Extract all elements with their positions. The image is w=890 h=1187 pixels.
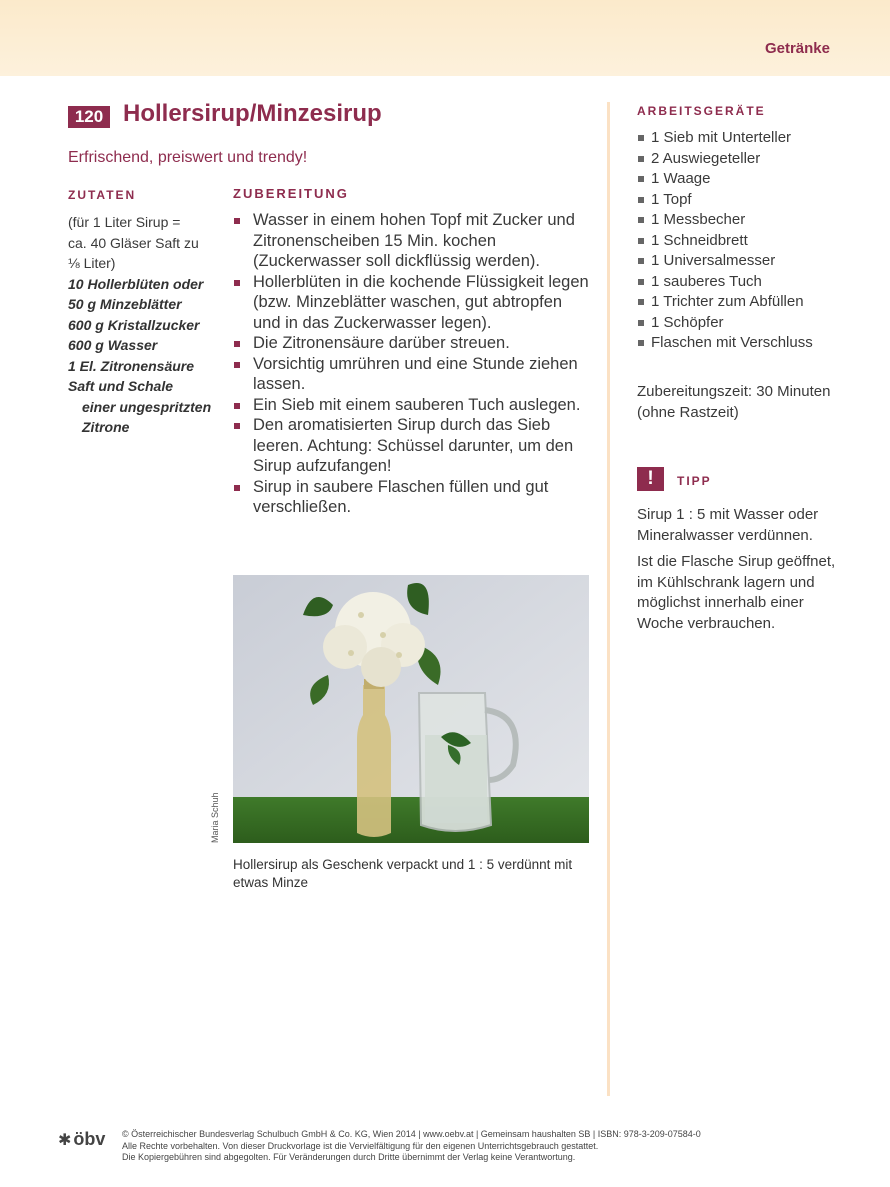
tool-item: 1 Messbecher [637, 210, 813, 231]
ingredients-note-line: (für 1 Liter Sirup = [68, 214, 181, 230]
preparation-step: Vorsichtig umrühren und eine Stunde ziehen lassen. [233, 354, 593, 395]
ingredient-item: 1 El. Zitronensäure [68, 357, 195, 374]
preparation-heading: ZUBEREITUNG [233, 186, 349, 201]
tool-item: 2 Auswiegeteller [637, 149, 813, 170]
asterisk-icon: ✱ [58, 1132, 72, 1149]
tool-item: 1 Waage [637, 169, 813, 190]
ingredients-heading: ZUTATEN [68, 188, 137, 202]
ingredient-item: 10 Hollerblüten oder [68, 275, 204, 292]
ingredients-note-line: ca. 40 Gläser Saft zu [68, 234, 199, 251]
preparation-step: Die Zitronensäure darüber streuen. [233, 333, 593, 354]
tool-item: 1 Schöpfer [637, 313, 813, 334]
syrup-photo-illustration [233, 575, 589, 843]
recipe-title: Hollersirup/Minzesirup [123, 100, 382, 127]
tool-item: 1 Topf [637, 190, 813, 211]
tipp-paragraph: Sirup 1 : 5 mit Wasser oder Mineralwasser verdünnen. [637, 506, 819, 544]
tipp-paragraph: Ist die Flasche Sirup geöffnet, im Kühlschrank lagern und möglichst innerhalb einer Woche verbrauchen. [637, 553, 836, 632]
tool-item: Flaschen mit Verschluss [637, 333, 813, 354]
tipp-heading: TIPP [677, 474, 712, 488]
tool-item: 1 Sieb mit Unterteller [637, 128, 813, 149]
ingredient-item: Saft und Schale [68, 378, 174, 394]
ingredients-list [68, 212, 228, 438]
publisher-logo [58, 1129, 105, 1150]
tools-heading: ARBEITSGERÄTE [637, 104, 766, 118]
column-divider [607, 102, 610, 1096]
copyright-line: © Österreichischer Bundesverlag Schulbuch GmbH & Co. KG, Wien 2014 | www.oebv.at | Gemeinsam haushalten SB | ISBN: 978-3-209-07584-0 [122, 1129, 701, 1139]
preparation-step: Hollerblüten in die kochende Flüssigkeit legen (bzw. Minzeblätter waschen, gut abtropfen und in das Zuckerwasser legen). [233, 272, 593, 334]
header-band [0, 0, 890, 76]
copyright-line: Die Kopiergebühren sind abgegolten. Für Veränderungen durch Dritte übernimmt der Verlag keine Verantwortung. [122, 1152, 576, 1162]
tipp-text [637, 505, 852, 640]
tool-item: 1 Trichter zum Abfüllen [637, 292, 813, 313]
preparation-step: Den aromatisierten Sirup durch das Sieb leeren. Achtung: Schüssel darunter, um den Sirup aufzufangen! [233, 415, 593, 477]
exclamation-icon: ! [637, 467, 664, 491]
ingredient-item: 50 g Minzeblätter [68, 296, 182, 312]
recipe-number-badge: 120 [68, 106, 110, 128]
section-label: Getränke [764, 40, 830, 57]
publisher-logo-text: öbv [73, 1129, 106, 1149]
photo-caption: Hollersirup als Geschenk verpackt und 1 : 5 verdünnt mit etwas Minze [233, 857, 573, 890]
preparation-step: Sirup in saubere Flaschen füllen und gut verschließen. [233, 477, 593, 518]
tool-item: 1 sauberes Tuch [637, 272, 813, 293]
preparation-steps [233, 210, 593, 518]
ingredient-item: 600 g Kristallzucker [68, 316, 200, 333]
copyright-notice [122, 1129, 802, 1164]
recipe-subtitle: Erfrischend, preiswert und trendy! [68, 149, 308, 166]
tool-item: 1 Universalmesser [637, 251, 813, 272]
ingredient-item-continued: Zitrone [82, 419, 130, 435]
tools-list [637, 128, 813, 354]
ingredient-item-continued: einer ungespritzten [82, 398, 212, 415]
ingredients-note-line: ⅛ Liter) [68, 255, 116, 271]
syrup-photo [233, 575, 589, 843]
tool-item: 1 Schneidbrett [637, 231, 813, 252]
copyright-line: Alle Rechte vorbehalten. Von dieser Druckvorlage ist die Vervielfältigung für den eigenen Unterrichtsgebrauch gestattet. [122, 1140, 599, 1151]
preparation-step: Ein Sieb mit einem sauberen Tuch auslegen. [233, 395, 593, 416]
ingredient-item: 600 g Wasser [68, 337, 158, 353]
prep-time: Zubereitungszeit: 30 Minuten (ohne Rastzeit) [637, 383, 831, 421]
preparation-step: Wasser in einem hohen Topf mit Zucker und Zitronenscheiben 15 Min. kochen (Zuckerwasser soll dickflüssig werden). [233, 210, 593, 272]
photo-credit: Maria Schuh [210, 792, 220, 843]
